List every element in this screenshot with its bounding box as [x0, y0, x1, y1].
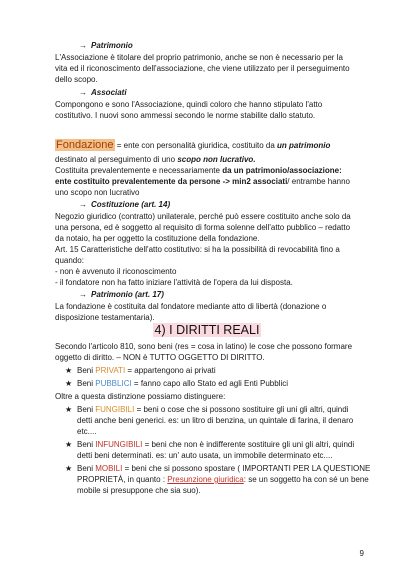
- list-item-continuation: detti anche beni generici. es: un litro di benzina, un quintale di farina, il denaro: [77, 416, 354, 425]
- arrow-right-icon: →: [79, 41, 87, 50]
- paragraph-line: Oltre a questa distinzione possiamo distinguere:: [55, 392, 226, 401]
- paragraph-line: oggetto di diritto. – NON è TUTTO OGGETTO DI DIRITTO.: [55, 353, 265, 362]
- paragraph-line: quando:: [55, 256, 84, 265]
- arrow-right-icon: →: [79, 200, 87, 209]
- list-item: ★ Beni MOBILI = beni che si possono spostare ( IMPORTANTI PER LA QUESTIONE: [65, 464, 371, 473]
- patrimonio-subheading: → Patrimonio: [79, 41, 133, 50]
- paragraph-line: Costituita prevalentemente e necessariamente da un patrimonio/associazione:: [55, 166, 342, 175]
- fondazione-highlight: Fondazione: [56, 139, 114, 151]
- paragraph-line: una persona, ed è soggetto al requisito di forma solenne dell'atto pubblico – redatto: [55, 223, 351, 232]
- star-bullet-icon: ★: [65, 379, 73, 388]
- list-item: ★ Beni PRIVATI = appartengono ai privati: [65, 366, 216, 375]
- list-item-continuation: mobile si presuppone che sia suo).: [77, 486, 201, 495]
- paragraph-line: Negozio giuridico (contratto) unilaterale, perché può essere costituito anche solo da: [55, 212, 351, 221]
- paragraph-line: Art. 15 Caratteristiche dell'atto costitutivo: si ha la possibilità di revocabilità fino a: [55, 245, 340, 254]
- list-item-continuation: detti beni determinati. es: un' auto usata, un immobile determinato etc....: [77, 451, 333, 460]
- fondazione-definition: Fondazione = ente con personalità giuridica, costituito da un patrimonio: [56, 139, 331, 151]
- star-bullet-icon: ★: [65, 366, 73, 375]
- list-item-continuation: etc....: [77, 427, 97, 436]
- star-bullet-icon: ★: [65, 405, 73, 414]
- paragraph-line: disposizione testamentaria).: [55, 313, 155, 322]
- list-item: ★ Beni PUBBLICI = fanno capo allo Stato ed agli Enti Pubblici: [65, 379, 289, 388]
- paragraph-line: La fondazione è costituita dal fondatore mediante atto di libertà (donazione o: [55, 302, 327, 311]
- paragraph-line: dello scopo.: [55, 75, 98, 84]
- paragraph-line: uno scopo non lucrativo: [55, 188, 140, 197]
- paragraph-line: costitutivo. I nuovi sono ammessi secondo le norme stabilite dallo statuto.: [55, 111, 316, 120]
- paragraph-line: L'Associazione è titolare del proprio patrimonio, anche se non è necessario per la: [55, 53, 343, 62]
- star-bullet-icon: ★: [65, 440, 73, 449]
- paragraph-line: - il fondatore non ha fatto iniziare l'attività de l'opera da lui disposta.: [55, 278, 293, 287]
- associati-subheading: → Associati: [79, 88, 127, 97]
- page-number: 9: [359, 549, 364, 558]
- arrow-right-icon: →: [79, 290, 87, 299]
- paragraph-line: ente costituito prevalentemente da persone -> min2 associati/ entrambe hanno: [55, 177, 351, 186]
- paragraph-line: Secondo l'articolo 810, sono beni (res = cosa in latino) le cose che possono formare: [55, 342, 353, 351]
- paragraph-line: Compongono e sono l'Associazione, quindi coloro che hanno stipulato l'atto: [55, 100, 323, 109]
- patrimonio-art17-subheading: → Patrimonio (art. 17): [79, 290, 164, 299]
- paragraph-line: vita ed il riconoscimento dell'associazione, che viene utilizzato per il perseguimento: [55, 64, 350, 73]
- paragraph-line: da notaio, ha per oggetto la costituzione della fondazione.: [55, 234, 260, 243]
- star-bullet-icon: ★: [65, 464, 73, 473]
- arrow-right-icon: →: [79, 88, 87, 97]
- paragraph-line: destinato al perseguimento di uno scopo non lucrativo.: [55, 155, 256, 164]
- list-item-continuation: PROPRIETÀ, in quanto : Presunzione giuridica: se un soggetto ha con sé un bene: [77, 475, 369, 484]
- section-heading: 4) I DIRITTI REALI: [154, 323, 260, 337]
- costituzione-subheading: → Costituzione (art. 14): [79, 200, 171, 209]
- list-item: ★ Beni INFUNGIBILI = beni che non è indifferente sostituire gli uni gli altri, quindi: [65, 440, 355, 449]
- paragraph-line: - non è avvenuto il riconoscimento: [55, 267, 177, 276]
- list-item: ★ Beni FUNGIBILI = beni o cose che si possono sostituire gli uni gli altri, quindi: [65, 405, 349, 414]
